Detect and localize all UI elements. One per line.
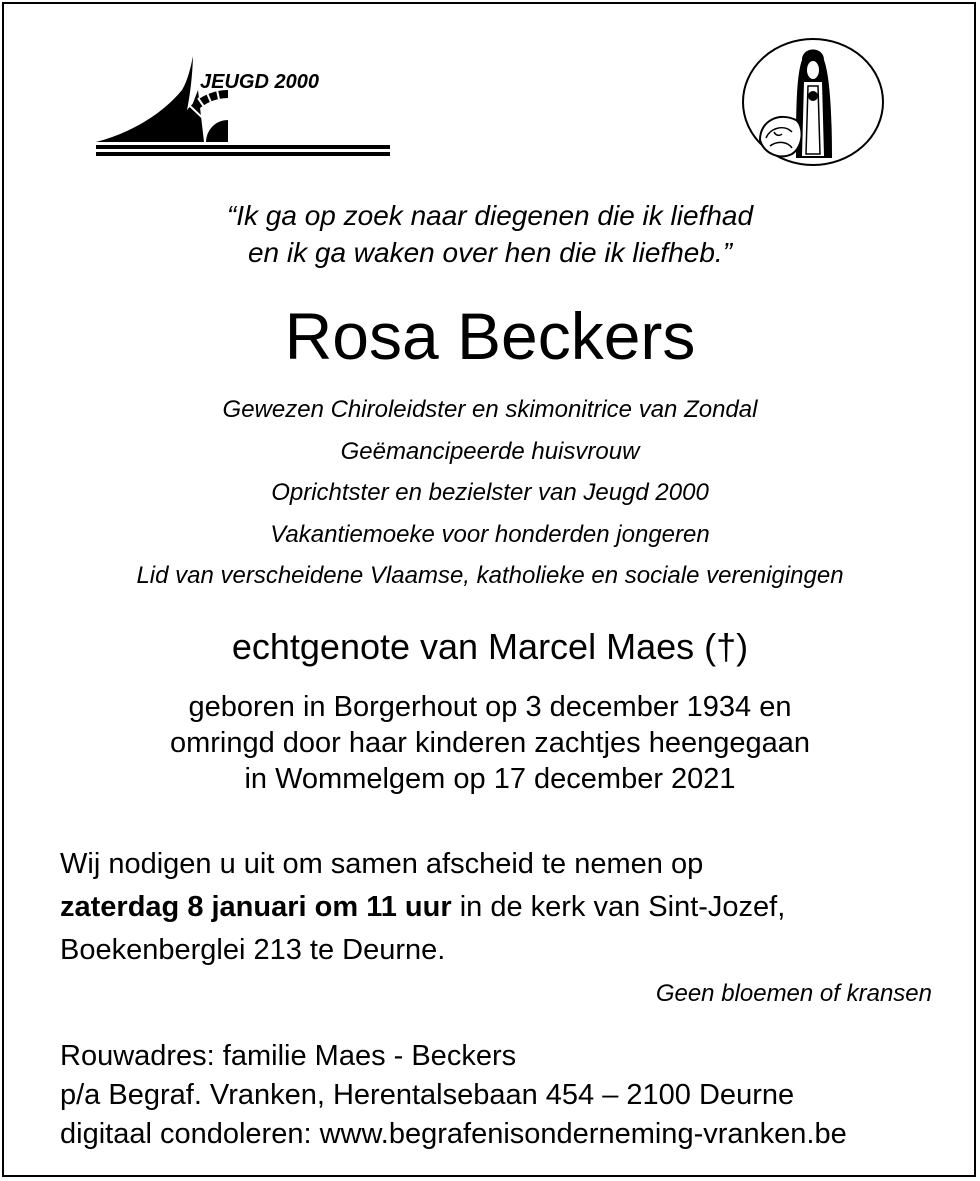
title-line: Vakantiemoeke voor honderden jongeren: [270, 520, 710, 548]
deceased-name: Rosa Beckers: [284, 299, 696, 373]
logo-text: JEUGD 2000: [200, 71, 319, 93]
title-line: Oprichtster en bezielster van Jeugd 2000: [271, 479, 709, 506]
virgin-mary-lion-emblem-icon: [740, 36, 886, 168]
title-line: Lid van verscheidene Vlaamse, katholieke en sociale verenigingen: [136, 562, 844, 589]
titles-list: [0, 389, 980, 597]
quote: [0, 197, 980, 271]
birth-death-info: [0, 689, 980, 797]
no-flowers-note: Geen bloemen of kransen: [655, 980, 932, 1007]
spouse-line: echtgenote van Marcel Maes (†): [231, 626, 749, 667]
title-line: Geëmancipeerde huisvrouw: [340, 437, 640, 465]
funeral-date: zaterdag 8 januari om 11 uur: [60, 891, 452, 923]
mourning-address: [60, 1037, 960, 1154]
quote-line: en ik ga waken over hen die ik liefheb.”: [247, 237, 733, 268]
address-line: Rouwadres: familie Maes - Beckers: [60, 1040, 517, 1072]
invite-line: Wij nodigen u uit om samen afscheid te nemen op: [60, 848, 704, 880]
born-line: geboren in Borgerhout op 3 december 1934 en: [188, 691, 792, 723]
invite-line: Boekenberglei 213 te Deurne.: [60, 934, 446, 966]
quote-line: “Ik ga op zoek naar diegenen die ik liefhad: [226, 200, 754, 231]
church-location: in de kerk van Sint-Jozef,: [451, 891, 786, 923]
address-line: digitaal condoleren: www.begrafenisonderneming-vranken.be: [60, 1118, 847, 1150]
invite-line: [60, 886, 940, 929]
born-line: in Wommelgem op 17 december 2021: [244, 763, 736, 795]
title-line: Gewezen Chiroleidster en skimonitrice van Zondal: [222, 396, 758, 423]
jeugd2000-logo: [94, 50, 394, 160]
born-line: omringd door haar kinderen zachtjes heengegaan: [169, 727, 811, 759]
funeral-invitation: [60, 843, 940, 972]
address-line: p/a Begraf. Vranken, Herentalsebaan 454 – 2100 Deurne: [60, 1079, 795, 1111]
